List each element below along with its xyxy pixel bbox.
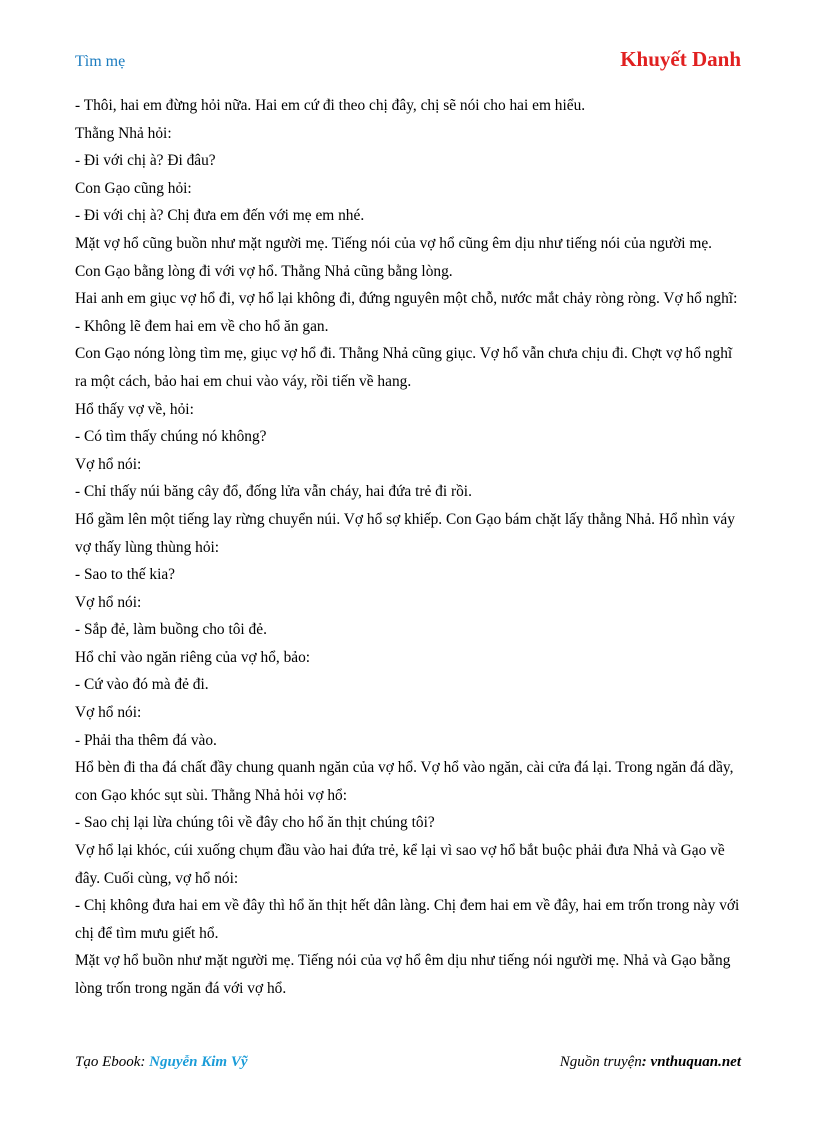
paragraph: Vợ hổ nói: [75, 455, 142, 473]
paragraph: Con Gạo nóng lòng tìm mẹ, giục vợ hổ đi. Thằng Nhả cũng giục. Vợ hổ vẫn chưa chịu đi. Chợt vợ hổ nghĩ ra một cách, bảo hai em chui vào váy, rồi tiến về hang. [75, 345, 733, 390]
paragraph: Vợ hổ nói: [75, 704, 142, 722]
story-title: Tìm mẹ [75, 53, 126, 70]
story-body [75, 92, 741, 1003]
paragraph: Mặt vợ hổ buồn như mặt người mẹ. Tiếng nói của vợ hổ êm dịu như tiếng nói người mẹ. Nhả và Gạo bằng lòng trốn trong ngăn đá với vợ hổ. [75, 952, 731, 997]
source-label: Nguồn truyện [559, 1054, 642, 1070]
author-name: Khuyết Danh [620, 47, 741, 71]
paragraph: Hai anh em giục vợ hổ đi, vợ hổ lại không đi, đứng nguyên một chỗ, nước mắt chảy ròng ròng. Vợ hổ nghĩ: [75, 290, 738, 308]
paragraph: - Không lẽ đem hai em về cho hổ ăn gan. [75, 317, 329, 335]
paragraph: Con Gạo cũng hỏi: [75, 179, 192, 197]
paragraph: - Chị không đưa hai em về đây thì hổ ăn thịt hết dân làng. Chị đem hai em về đây, hai em trốn trong này với chị để tìm mưu giết hổ. [75, 897, 740, 942]
paragraph: Hổ gầm lên một tiếng lay rừng chuyển núi. Vợ hổ sợ khiếp. Con Gạo bám chặt lấy thằng Nhả. Hổ nhìn váy vợ thấy lùng thùng hỏi: [75, 510, 735, 556]
paragraph: - Sao chị lại lừa chúng tôi về đây cho hổ ăn thịt chúng tôi? [75, 814, 435, 832]
paragraph: - Có tìm thấy chúng nó không? [75, 428, 267, 446]
paragraph: - Đi với chị à? Chị đưa em đến với mẹ em nhé. [75, 207, 365, 225]
source-separator: : [641, 1054, 651, 1070]
paragraph: Thằng Nhả hỏi: [75, 124, 172, 142]
page-header [75, 44, 741, 78]
ebook-label: Tạo Ebook [75, 1054, 141, 1070]
paragraph: Vợ hổ nói: [75, 593, 142, 611]
paragraph: Hổ thấy vợ về, hỏi: [75, 400, 194, 418]
source-site: vnthuquan.net [650, 1054, 741, 1070]
paragraph: - Sao to thế kia? [75, 566, 176, 584]
paragraph: - Phải tha thêm đá vào. [75, 731, 217, 749]
paragraph: Mặt vợ hổ cũng buồn như mặt người mẹ. Tiếng nói của vợ hổ cũng êm dịu như tiếng nói của người mẹ. Con Gạo bằng lòng đi với vợ hổ. Thằng Nhả cũng bằng lòng. [75, 234, 713, 280]
ebook-creator: Nguyễn Kim Vỹ [149, 1054, 248, 1070]
source-credit [560, 1054, 741, 1071]
paragraph: Hổ bèn đi tha đá chất đầy chung quanh ngăn của vợ hổ. Vợ hổ vào ngăn, cài cửa đá lại. Trong ngăn đá dầy, con Gạo khóc sụt sùi. Thằng Nhả hỏi vợ hổ: [75, 759, 734, 804]
paragraph: - Chỉ thấy núi băng cây đổ, đống lửa vẫn cháy, hai đứa trẻ đi rồi. [75, 483, 472, 501]
ebook-separator: : [140, 1054, 150, 1070]
paragraph: Hổ chỉ vào ngăn riêng của vợ hổ, bảo: [75, 648, 311, 666]
paragraph: Vợ hổ lại khóc, cúi xuống chụm đầu vào hai đứa trẻ, kể lại vì sao vợ hổ bắt buộc phải đưa Nhả và Gạo về đây. Cuối cùng, vợ hổ nói: [75, 842, 725, 887]
paragraph: - Thôi, hai em đừng hỏi nữa. Hai em cứ đi theo chị đây, chị sẽ nói cho hai em hiểu. [75, 97, 586, 114]
page-footer [75, 1054, 741, 1078]
ebook-credit [75, 1054, 248, 1071]
paragraph: - Sắp đẻ, làm buồng cho tôi đẻ. [75, 621, 267, 639]
paragraph: - Cứ vào đó mà đẻ đi. [75, 676, 209, 694]
paragraph: - Đi với chị à? Đi đâu? [75, 152, 216, 170]
